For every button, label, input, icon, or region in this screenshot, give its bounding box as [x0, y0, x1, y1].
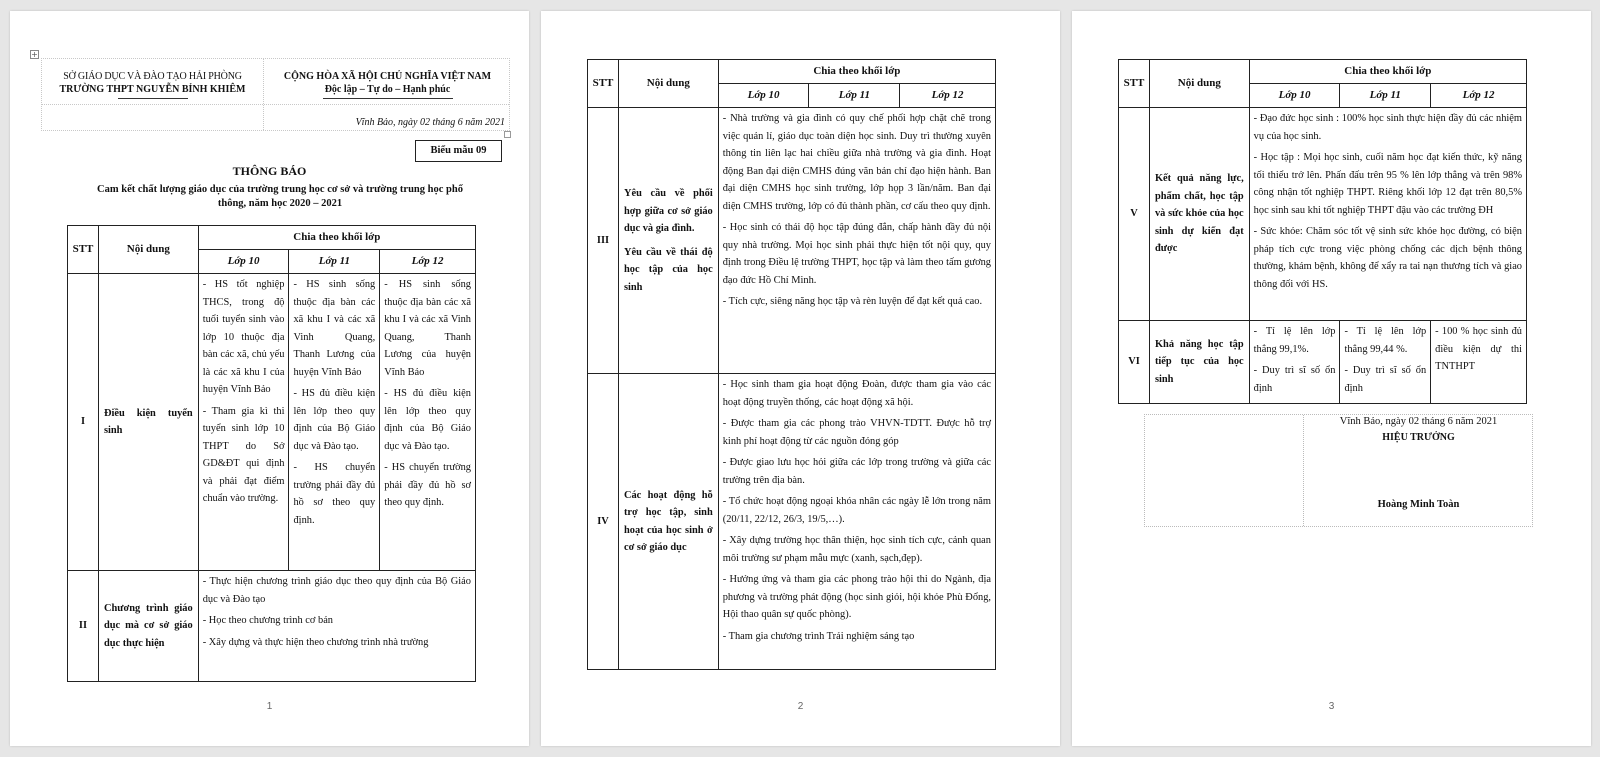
- row-number: VI: [1119, 321, 1150, 404]
- header-grade-12: Lớp 12: [380, 250, 476, 274]
- cell-paragraph: - Tích cực, siêng năng học tập và rèn luyện để đạt kết quả cao.: [722, 296, 983, 307]
- cell-paragraph: - HS đủ điều kiện lên lớp theo quy định của Bộ Giáo dục và Đào tạo.: [293, 388, 376, 452]
- header-stt: STT: [588, 60, 619, 108]
- cell-paragraph: - Duy trì sĩ số ổn định: [1344, 365, 1427, 394]
- row-number: II: [68, 571, 99, 682]
- cell-paragraph: - HS đủ điều kiện lên lớp theo quy định của Bộ Giáo dục và Đào tạo.: [384, 388, 471, 452]
- header-grade-10: Lớp 10: [198, 250, 289, 274]
- school-underline: [118, 98, 188, 99]
- header-grade-group: Chia theo khối lớp: [1249, 60, 1526, 84]
- cell-paragraph: - HS sinh sống thuộc địa bàn các xã khu I và các xã Vinh Quang, Thanh Lương của huyện Vĩnh Bảo: [384, 279, 471, 378]
- row-content: Các hoạt động hỗ trợ học tập, sinh hoạt của học sinh ở cơ sở giáo dục: [618, 374, 718, 670]
- header-content: Nội dung: [1149, 60, 1249, 108]
- signature-block: [1144, 414, 1533, 527]
- cell-paragraph: - Tổ chức hoạt động ngoại khóa nhân các ngày lễ lớn trong năm (20/11, 22/12, 26/3, 19/5,…).: [722, 496, 991, 525]
- national-motto: Độc lập – Tự do – Hạnh phúc: [324, 84, 451, 95]
- header-stt: STT: [1119, 60, 1150, 108]
- commitment-table-part-3: [1118, 59, 1527, 404]
- page-number: 1: [266, 701, 273, 712]
- school-name: TRƯỜNG THPT NGUYỄN BỈNH KHIÊM: [59, 84, 246, 95]
- cell-paragraph: - HS chuyển trường phải đầy đủ hồ sơ theo quy định.: [293, 462, 376, 526]
- row-content-part: Yêu cầu về phối hợp giữa cơ sở giáo dục và gia đình.: [623, 188, 713, 234]
- row-content: Khả năng học tập tiếp tục của học sinh: [1149, 321, 1249, 404]
- cell-paragraph: - Học tập : Mọi học sinh, cuối năm học đạt kiến thức, kỹ năng tối thiểu trở lên. Phấn đấu trên 95 % lên lớp thẳng và trên 98% công nhận tốt nghiệp THPT. Riêng khối lớp 12 đạt trên 80,5% học sinh sau khi tốt nghiệp THPT đậu vào các trường ĐH: [1253, 152, 1522, 216]
- header-grade-10: Lớp 10: [1249, 84, 1340, 108]
- document-page-2: [541, 11, 1060, 746]
- grade-11-cell: [1340, 321, 1431, 404]
- all-grades-cell: [718, 108, 995, 374]
- cell-paragraph: - Học sinh có thái độ học tập đúng đắn, chấp hành đầy đủ nội quy nhà trường. Mọi học sinh phải thực hiện tốt nội quy, quy định trong Điều lệ trường THPT, học tập và làm theo tấm gương đạo đức Hồ Chí Minh.: [722, 222, 991, 286]
- cell-paragraph: - Được giao lưu học hỏi giữa các lớp trong trường và giữa các trường trên địa bàn.: [722, 457, 991, 486]
- cell-paragraph: - Sức khỏe: Chăm sóc tốt vệ sinh sức khỏe học đường, có biện pháp tích cực trong việc phòng chống các dịch bệnh thông thường, khám bệnh, không để xẩy ra tai nạn thương tích và giao thông đối với HS.: [1253, 226, 1522, 290]
- header-grade-12: Lớp 12: [1431, 84, 1527, 108]
- form-label: Biểu mẫu 09: [415, 140, 502, 162]
- table-row: [588, 374, 996, 670]
- notice-subtitle: Cam kết chất lượng giáo dục của trường trung học cơ sở và trường trung học phổ thông, năm học 2020 – 2021: [97, 184, 463, 209]
- cell-paragraph: - Được tham gia các phong trào VHVN-TDTT. Được hỗ trợ kinh phí hoạt động từ các nguồn đóng góp: [722, 418, 991, 447]
- table-row: [1119, 108, 1527, 321]
- grade-10-cell: [198, 274, 289, 571]
- grade-12-cell: [380, 274, 476, 571]
- signer-name: Hoàng Minh Toàn: [1377, 499, 1460, 510]
- header-content: Nội dung: [618, 60, 718, 108]
- header-grade-10: Lớp 10: [718, 84, 809, 108]
- cell-paragraph: - Tỉ lệ lên lớp thẳng 99,44 %.: [1344, 326, 1427, 355]
- page-number: 3: [1328, 701, 1335, 712]
- cell-paragraph: - Xây dựng và thực hiện theo chương trình nhà trường: [202, 636, 429, 648]
- cell-paragraph: - 100 % học sinh đủ điều kiện dự thi TNTHPT: [1435, 326, 1522, 372]
- row-content-part: Yêu cầu về thái độ học tập của học sinh: [623, 246, 713, 293]
- table-row: [588, 108, 996, 374]
- cell-paragraph: - Thực hiện chương trình giáo dục theo quy định của Bộ Giáo dục và Đào tạo: [202, 576, 471, 605]
- cell-paragraph: - Nhà trường và gia đình có quy chế phối hợp chặt chẽ trong việc quản lí, giáo dục toàn diện học sinh. Duy trì thường xuyên thông tin liên lạc hai chiều giữa nhà trường và gia đình. Hoạt động Ban đại diện CMHS đúng văn bản chỉ đạo hiện hành. Ban đại diện CMHS học sinh trường, lớp họp 3 lần/năm. Ban đại diện CMHS trường, lớp có đủ thành phần, cơ cấu theo quy định.: [722, 113, 991, 212]
- table-row: [68, 274, 476, 571]
- grade-10-cell: [1249, 321, 1340, 404]
- header-grade-12: Lớp 12: [900, 84, 996, 108]
- header-grade-group: Chia theo khối lớp: [718, 60, 995, 84]
- table-move-icon[interactable]: +: [31, 50, 38, 59]
- cell-paragraph: - Hưởng ứng và tham gia các phong trào hội thi do Ngành, địa phương và trường phát động (học sinh giỏi, hội khỏe Phù Đổng, Hội thao quân sự quốc phòng).: [722, 574, 991, 620]
- header-grade-11: Lớp 11: [1340, 84, 1431, 108]
- page-number: 2: [797, 701, 804, 712]
- row-number: V: [1119, 108, 1150, 321]
- document-header: [41, 58, 510, 131]
- header-stt: STT: [68, 226, 99, 274]
- signer-role: HIỆU TRƯỞNG: [1382, 432, 1455, 443]
- row-content: Chương trình giáo dục mà cơ sở giáo dục thực hiện: [98, 571, 198, 682]
- nation-name: CỘNG HÒA XÃ HỘI CHỦ NGHĨA VIỆT NAM: [283, 71, 492, 82]
- signature-date: Vĩnh Bảo, ngày 02 tháng 6 năm 2021: [1339, 416, 1498, 427]
- cell-paragraph: - HS chuyển trường phải đầy đủ hồ sơ theo quy định.: [384, 462, 471, 508]
- header-grade-11: Lớp 11: [809, 84, 900, 108]
- table-row: [1119, 321, 1527, 404]
- table-resize-icon[interactable]: [504, 131, 511, 138]
- header-content: Nội dung: [98, 226, 198, 274]
- cell-paragraph: - HS tốt nghiệp THCS, trong độ tuổi tuyển sinh vào lớp 10 thuộc địa bàn các xã, chủ yếu là các xã khu I của huyện Vĩnh Bảo: [202, 279, 285, 395]
- document-page-1: [10, 11, 529, 746]
- cell-paragraph: - Tham gia kì thi tuyển sinh lớp 10 THPT do Sở GD&ĐT qui định và phải đạt điểm chuẩn vào trường.: [202, 405, 285, 504]
- cell-paragraph: - Học sinh tham gia hoạt động Đoàn, được tham gia vào các hoạt động truyền thống, các hoạt động xã hội.: [722, 379, 991, 408]
- header-grade-group: Chia theo khối lớp: [198, 226, 475, 250]
- document-date: Vĩnh Bảo, ngày 02 tháng 6 năm 2021: [355, 117, 505, 128]
- commitment-table-part-1: [67, 225, 476, 682]
- cell-paragraph: - Đạo đức học sinh : 100% học sinh thực hiện đầy đủ các nhiệm vụ của học sinh.: [1253, 113, 1522, 142]
- cell-paragraph: - Tỉ lệ lên lớp thẳng 99,1%.: [1253, 326, 1336, 355]
- document-page-3: [1072, 11, 1591, 746]
- grade-11-cell: [289, 274, 380, 571]
- cell-paragraph: - Tham gia chương trình Trải nghiệm sáng tạo: [722, 630, 915, 642]
- row-number: I: [68, 274, 99, 571]
- row-number: III: [588, 108, 619, 374]
- all-grades-cell: [1249, 108, 1526, 321]
- cell-paragraph: - Học theo chương trình cơ bản: [202, 615, 334, 626]
- motto-underline: [323, 98, 453, 99]
- cell-paragraph: - Duy trì sĩ số ổn định: [1253, 365, 1336, 394]
- department-name: SỞ GIÁO DỤC VÀ ĐÀO TẠO HẢI PHÒNG: [63, 71, 242, 82]
- row-content: Điều kiện tuyển sinh: [98, 274, 198, 571]
- commitment-table-part-2: [587, 59, 996, 670]
- row-number: IV: [588, 374, 619, 670]
- grade-12-cell: [1431, 321, 1527, 404]
- notice-title: THÔNG BÁO: [232, 164, 307, 178]
- all-grades-cell: [718, 374, 995, 670]
- row-content: [618, 108, 718, 374]
- cell-paragraph: - Xây dựng trường học thân thiện, học sinh tích cực, cảnh quan môi trường sư phạm mẫu mực (xanh, sạch,đẹp).: [722, 535, 991, 564]
- row-content: Kết quả năng lực, phẩm chất, học tập và sức khỏe của học sinh dự kiến đạt được: [1149, 108, 1249, 321]
- cell-paragraph: - HS sinh sống thuộc địa bàn các xã khu I và các xã Vinh Quang, Thanh Lương của huyện Vĩnh Bảo: [293, 279, 376, 378]
- header-left: [42, 59, 264, 130]
- table-row: [68, 571, 476, 682]
- signature-right: [1303, 415, 1534, 510]
- header-row-divider: [42, 104, 509, 105]
- header-grade-11: Lớp 11: [289, 250, 380, 274]
- all-grades-cell: [198, 571, 475, 682]
